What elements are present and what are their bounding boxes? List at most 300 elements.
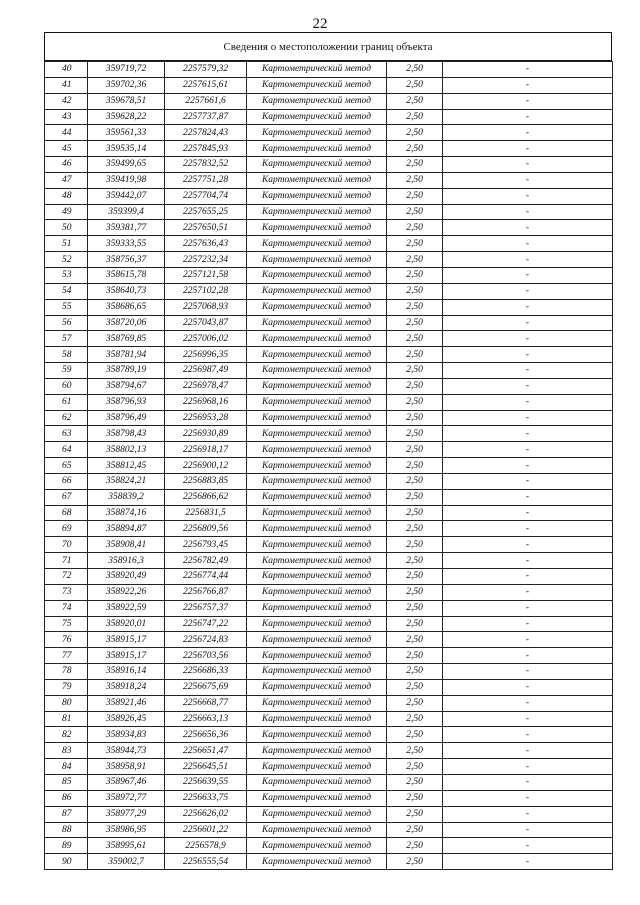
point-number-cell: 60 xyxy=(45,378,88,394)
x-coordinate-cell: 358874,16 xyxy=(88,505,165,521)
point-number-cell: 64 xyxy=(45,442,88,458)
accuracy-cell: 2,50 xyxy=(387,743,443,759)
accuracy-cell: 2,50 xyxy=(387,505,443,521)
table-row xyxy=(45,854,613,870)
table-row xyxy=(45,299,613,315)
description-cell: - xyxy=(443,442,613,458)
y-coordinate-cell: 2256766,87 xyxy=(165,584,247,600)
point-number-cell: 83 xyxy=(45,743,88,759)
method-cell: Картометрический метод xyxy=(247,172,387,188)
point-number-cell: 55 xyxy=(45,299,88,315)
y-coordinate-cell: 2256774,44 xyxy=(165,569,247,585)
point-number-cell: 78 xyxy=(45,664,88,680)
accuracy-cell: 2,50 xyxy=(387,537,443,553)
point-number-cell: 73 xyxy=(45,584,88,600)
table-row xyxy=(45,505,613,521)
method-cell: Картометрический метод xyxy=(247,759,387,775)
x-coordinate-cell: 358802,13 xyxy=(88,442,165,458)
table-row xyxy=(45,695,613,711)
x-coordinate-cell: 358986,95 xyxy=(88,822,165,838)
method-cell: Картометрический метод xyxy=(247,695,387,711)
point-number-cell: 72 xyxy=(45,569,88,585)
description-cell: - xyxy=(443,664,613,680)
point-number-cell: 68 xyxy=(45,505,88,521)
table-row xyxy=(45,204,613,220)
y-coordinate-cell: 2257636,43 xyxy=(165,236,247,252)
table-row xyxy=(45,584,613,600)
accuracy-cell: 2,50 xyxy=(387,378,443,394)
accuracy-cell: 2,50 xyxy=(387,283,443,299)
description-cell: - xyxy=(443,648,613,664)
method-cell: Картометрический метод xyxy=(247,727,387,743)
description-cell: - xyxy=(443,838,613,854)
accuracy-cell: 2,50 xyxy=(387,790,443,806)
description-cell: - xyxy=(443,616,613,632)
x-coordinate-cell: 358916,14 xyxy=(88,664,165,680)
y-coordinate-cell: 2256645,51 xyxy=(165,759,247,775)
point-number-cell: 71 xyxy=(45,553,88,569)
x-coordinate-cell: 358915,17 xyxy=(88,632,165,648)
x-coordinate-cell: 358756,37 xyxy=(88,252,165,268)
point-number-cell: 80 xyxy=(45,695,88,711)
y-coordinate-cell: 2256930,89 xyxy=(165,426,247,442)
y-coordinate-cell: 2256809,56 xyxy=(165,521,247,537)
section-title: Сведения о местоположении границ объекта xyxy=(44,32,612,61)
method-cell: Картометрический метод xyxy=(247,838,387,854)
method-cell: Картометрический метод xyxy=(247,458,387,474)
table-row xyxy=(45,394,613,410)
description-cell: - xyxy=(443,822,613,838)
accuracy-cell: 2,50 xyxy=(387,632,443,648)
method-cell: Картометрический метод xyxy=(247,236,387,252)
y-coordinate-cell: 2256782,49 xyxy=(165,553,247,569)
accuracy-cell: 2,50 xyxy=(387,77,443,93)
method-cell: Картометрический метод xyxy=(247,125,387,141)
point-number-cell: 85 xyxy=(45,774,88,790)
x-coordinate-cell: 358908,41 xyxy=(88,537,165,553)
y-coordinate-cell: 2257232,34 xyxy=(165,252,247,268)
y-coordinate-cell: 2257655,25 xyxy=(165,204,247,220)
table-row xyxy=(45,553,613,569)
x-coordinate-cell: 359002,7 xyxy=(88,854,165,870)
method-cell: Картометрический метод xyxy=(247,157,387,173)
accuracy-cell: 2,50 xyxy=(387,648,443,664)
y-coordinate-cell: 2256724,83 xyxy=(165,632,247,648)
table-row xyxy=(45,711,613,727)
x-coordinate-cell: 359628,22 xyxy=(88,109,165,125)
description-cell: - xyxy=(443,632,613,648)
point-number-cell: 88 xyxy=(45,822,88,838)
table-row xyxy=(45,648,613,664)
point-number-cell: 75 xyxy=(45,616,88,632)
y-coordinate-cell: 2256968,16 xyxy=(165,394,247,410)
accuracy-cell: 2,50 xyxy=(387,172,443,188)
description-cell: - xyxy=(443,109,613,125)
method-cell: Картометрический метод xyxy=(247,537,387,553)
y-coordinate-cell: 2256668,77 xyxy=(165,695,247,711)
x-coordinate-cell: 359499,65 xyxy=(88,157,165,173)
table-row xyxy=(45,458,613,474)
y-coordinate-cell: 2257845,93 xyxy=(165,141,247,157)
description-cell: - xyxy=(443,695,613,711)
point-number-cell: 77 xyxy=(45,648,88,664)
table-row xyxy=(45,442,613,458)
x-coordinate-cell: 358918,24 xyxy=(88,679,165,695)
table-row xyxy=(45,331,613,347)
x-coordinate-cell: 358967,46 xyxy=(88,774,165,790)
table-row xyxy=(45,759,613,775)
point-number-cell: 74 xyxy=(45,600,88,616)
table-row xyxy=(45,600,613,616)
table-row xyxy=(45,664,613,680)
description-cell: - xyxy=(443,299,613,315)
y-coordinate-cell: 2257751,28 xyxy=(165,172,247,188)
x-coordinate-cell: 358789,19 xyxy=(88,363,165,379)
description-cell: - xyxy=(443,489,613,505)
point-number-cell: 84 xyxy=(45,759,88,775)
x-coordinate-cell: 358926,45 xyxy=(88,711,165,727)
y-coordinate-cell: 2257661,6 xyxy=(165,93,247,109)
point-number-cell: 59 xyxy=(45,363,88,379)
method-cell: Картометрический метод xyxy=(247,505,387,521)
y-coordinate-cell: 2256866,62 xyxy=(165,489,247,505)
table-row xyxy=(45,363,613,379)
accuracy-cell: 2,50 xyxy=(387,267,443,283)
table-row xyxy=(45,743,613,759)
description-cell: - xyxy=(443,410,613,426)
y-coordinate-cell: 2257102,28 xyxy=(165,283,247,299)
method-cell: Картометрический метод xyxy=(247,489,387,505)
method-cell: Картометрический метод xyxy=(247,188,387,204)
description-cell: - xyxy=(443,141,613,157)
point-number-cell: 61 xyxy=(45,394,88,410)
description-cell: - xyxy=(443,537,613,553)
accuracy-cell: 2,50 xyxy=(387,204,443,220)
description-cell: - xyxy=(443,125,613,141)
method-cell: Картометрический метод xyxy=(247,521,387,537)
table-row xyxy=(45,378,613,394)
accuracy-cell: 2,50 xyxy=(387,679,443,695)
point-number-cell: 81 xyxy=(45,711,88,727)
method-cell: Картометрический метод xyxy=(247,347,387,363)
method-cell: Картометрический метод xyxy=(247,822,387,838)
description-cell: - xyxy=(443,727,613,743)
table-row xyxy=(45,267,613,283)
accuracy-cell: 2,50 xyxy=(387,458,443,474)
method-cell: Картометрический метод xyxy=(247,774,387,790)
method-cell: Картометрический метод xyxy=(247,600,387,616)
method-cell: Картометрический метод xyxy=(247,711,387,727)
method-cell: Картометрический метод xyxy=(247,616,387,632)
description-cell: - xyxy=(443,679,613,695)
method-cell: Картометрический метод xyxy=(247,378,387,394)
description-cell: - xyxy=(443,347,613,363)
x-coordinate-cell: 358920,01 xyxy=(88,616,165,632)
point-number-cell: 82 xyxy=(45,727,88,743)
table-row xyxy=(45,806,613,822)
accuracy-cell: 2,50 xyxy=(387,331,443,347)
x-coordinate-cell: 358796,93 xyxy=(88,394,165,410)
accuracy-cell: 2,50 xyxy=(387,584,443,600)
method-cell: Картометрический метод xyxy=(247,569,387,585)
point-number-cell: 41 xyxy=(45,77,88,93)
description-cell: - xyxy=(443,172,613,188)
description-cell: - xyxy=(443,283,613,299)
point-number-cell: 43 xyxy=(45,109,88,125)
accuracy-cell: 2,50 xyxy=(387,125,443,141)
x-coordinate-cell: 358977,29 xyxy=(88,806,165,822)
point-number-cell: 79 xyxy=(45,679,88,695)
y-coordinate-cell: 2257068,93 xyxy=(165,299,247,315)
y-coordinate-cell: 2257579,32 xyxy=(165,62,247,78)
method-cell: Картометрический метод xyxy=(247,204,387,220)
table-row xyxy=(45,109,613,125)
point-number-cell: 70 xyxy=(45,537,88,553)
y-coordinate-cell: 2256639,55 xyxy=(165,774,247,790)
method-cell: Картометрический метод xyxy=(247,315,387,331)
point-number-cell: 47 xyxy=(45,172,88,188)
y-coordinate-cell: 2257615,61 xyxy=(165,77,247,93)
description-cell: - xyxy=(443,252,613,268)
table-row xyxy=(45,521,613,537)
point-number-cell: 57 xyxy=(45,331,88,347)
description-cell: - xyxy=(443,759,613,775)
point-number-cell: 89 xyxy=(45,838,88,854)
x-coordinate-cell: 359535,14 xyxy=(88,141,165,157)
x-coordinate-cell: 358720,06 xyxy=(88,315,165,331)
method-cell: Картометрический метод xyxy=(247,442,387,458)
x-coordinate-cell: 358972,77 xyxy=(88,790,165,806)
point-number-cell: 62 xyxy=(45,410,88,426)
y-coordinate-cell: 2256601,22 xyxy=(165,822,247,838)
method-cell: Картометрический метод xyxy=(247,743,387,759)
x-coordinate-cell: 358781,94 xyxy=(88,347,165,363)
method-cell: Картометрический метод xyxy=(247,648,387,664)
method-cell: Картометрический метод xyxy=(247,806,387,822)
x-coordinate-cell: 358794,67 xyxy=(88,378,165,394)
table-row xyxy=(45,489,613,505)
y-coordinate-cell: 2256626,02 xyxy=(165,806,247,822)
y-coordinate-cell: 2256883,85 xyxy=(165,473,247,489)
description-cell: - xyxy=(443,331,613,347)
y-coordinate-cell: 2256663,13 xyxy=(165,711,247,727)
accuracy-cell: 2,50 xyxy=(387,695,443,711)
method-cell: Картометрический метод xyxy=(247,109,387,125)
accuracy-cell: 2,50 xyxy=(387,363,443,379)
method-cell: Картометрический метод xyxy=(247,252,387,268)
y-coordinate-cell: 2256987,49 xyxy=(165,363,247,379)
method-cell: Картометрический метод xyxy=(247,854,387,870)
method-cell: Картометрический метод xyxy=(247,790,387,806)
x-coordinate-cell: 359419,98 xyxy=(88,172,165,188)
point-number-cell: 69 xyxy=(45,521,88,537)
description-cell: - xyxy=(443,569,613,585)
point-number-cell: 44 xyxy=(45,125,88,141)
x-coordinate-cell: 358839,2 xyxy=(88,489,165,505)
method-cell: Картометрический метод xyxy=(247,632,387,648)
table-row xyxy=(45,252,613,268)
accuracy-cell: 2,50 xyxy=(387,347,443,363)
table-row xyxy=(45,838,613,854)
point-number-cell: 54 xyxy=(45,283,88,299)
accuracy-cell: 2,50 xyxy=(387,410,443,426)
y-coordinate-cell: 2256918,17 xyxy=(165,442,247,458)
y-coordinate-cell: 2256651,47 xyxy=(165,743,247,759)
table-row xyxy=(45,62,613,78)
table-row xyxy=(45,347,613,363)
y-coordinate-cell: 2257043,87 xyxy=(165,315,247,331)
table-row xyxy=(45,125,613,141)
x-coordinate-cell: 358798,43 xyxy=(88,426,165,442)
x-coordinate-cell: 359678,51 xyxy=(88,93,165,109)
method-cell: Картометрический метод xyxy=(247,267,387,283)
point-number-cell: 90 xyxy=(45,854,88,870)
x-coordinate-cell: 358922,59 xyxy=(88,600,165,616)
x-coordinate-cell: 358944,73 xyxy=(88,743,165,759)
method-cell: Картометрический метод xyxy=(247,394,387,410)
method-cell: Картометрический метод xyxy=(247,220,387,236)
x-coordinate-cell: 358615,78 xyxy=(88,267,165,283)
accuracy-cell: 2,50 xyxy=(387,299,443,315)
method-cell: Картометрический метод xyxy=(247,62,387,78)
accuracy-cell: 2,50 xyxy=(387,838,443,854)
description-cell: - xyxy=(443,806,613,822)
accuracy-cell: 2,50 xyxy=(387,664,443,680)
accuracy-cell: 2,50 xyxy=(387,236,443,252)
y-coordinate-cell: 2257737,87 xyxy=(165,109,247,125)
x-coordinate-cell: 358812,45 xyxy=(88,458,165,474)
table-row xyxy=(45,157,613,173)
x-coordinate-cell: 358921,46 xyxy=(88,695,165,711)
accuracy-cell: 2,50 xyxy=(387,442,443,458)
method-cell: Картометрический метод xyxy=(247,426,387,442)
point-number-cell: 65 xyxy=(45,458,88,474)
method-cell: Картометрический метод xyxy=(247,141,387,157)
point-number-cell: 51 xyxy=(45,236,88,252)
accuracy-cell: 2,50 xyxy=(387,806,443,822)
description-cell: - xyxy=(443,62,613,78)
point-number-cell: 66 xyxy=(45,473,88,489)
description-cell: - xyxy=(443,458,613,474)
description-cell: - xyxy=(443,600,613,616)
description-cell: - xyxy=(443,315,613,331)
y-coordinate-cell: 2257121,58 xyxy=(165,267,247,283)
description-cell: - xyxy=(443,394,613,410)
y-coordinate-cell: 2257832,52 xyxy=(165,157,247,173)
table-row xyxy=(45,790,613,806)
table-row xyxy=(45,569,613,585)
accuracy-cell: 2,50 xyxy=(387,521,443,537)
y-coordinate-cell: 2257006,02 xyxy=(165,331,247,347)
y-coordinate-cell: 2256578,9 xyxy=(165,838,247,854)
description-cell: - xyxy=(443,204,613,220)
description-cell: - xyxy=(443,743,613,759)
table-row xyxy=(45,410,613,426)
y-coordinate-cell: 2257704,74 xyxy=(165,188,247,204)
x-coordinate-cell: 358920,49 xyxy=(88,569,165,585)
description-cell: - xyxy=(443,505,613,521)
table-row xyxy=(45,537,613,553)
x-coordinate-cell: 359561,33 xyxy=(88,125,165,141)
point-number-cell: 49 xyxy=(45,204,88,220)
accuracy-cell: 2,50 xyxy=(387,711,443,727)
x-coordinate-cell: 358796,49 xyxy=(88,410,165,426)
accuracy-cell: 2,50 xyxy=(387,600,443,616)
page-number: 22 xyxy=(312,16,328,32)
table-row xyxy=(45,93,613,109)
accuracy-cell: 2,50 xyxy=(387,188,443,204)
table-row xyxy=(45,141,613,157)
accuracy-cell: 2,50 xyxy=(387,426,443,442)
method-cell: Картометрический метод xyxy=(247,93,387,109)
method-cell: Картометрический метод xyxy=(247,584,387,600)
accuracy-cell: 2,50 xyxy=(387,141,443,157)
table-row xyxy=(45,172,613,188)
description-cell: - xyxy=(443,77,613,93)
description-cell: - xyxy=(443,188,613,204)
point-number-cell: 58 xyxy=(45,347,88,363)
y-coordinate-cell: 2256953,28 xyxy=(165,410,247,426)
description-cell: - xyxy=(443,711,613,727)
x-coordinate-cell: 358934,83 xyxy=(88,727,165,743)
y-coordinate-cell: 2257824,43 xyxy=(165,125,247,141)
description-cell: - xyxy=(443,236,613,252)
method-cell: Картометрический метод xyxy=(247,410,387,426)
table-row xyxy=(45,426,613,442)
description-cell: - xyxy=(443,363,613,379)
table-row xyxy=(45,727,613,743)
table-row xyxy=(45,679,613,695)
table-row xyxy=(45,188,613,204)
table-row xyxy=(45,283,613,299)
method-cell: Картометрический метод xyxy=(247,299,387,315)
point-number-cell: 52 xyxy=(45,252,88,268)
table-row xyxy=(45,236,613,252)
method-cell: Картометрический метод xyxy=(247,363,387,379)
x-coordinate-cell: 358995,61 xyxy=(88,838,165,854)
accuracy-cell: 2,50 xyxy=(387,822,443,838)
description-cell: - xyxy=(443,93,613,109)
point-number-cell: 50 xyxy=(45,220,88,236)
point-number-cell: 40 xyxy=(45,62,88,78)
point-number-cell: 67 xyxy=(45,489,88,505)
x-coordinate-cell: 358686,65 xyxy=(88,299,165,315)
y-coordinate-cell: 2256633,75 xyxy=(165,790,247,806)
x-coordinate-cell: 358916,3 xyxy=(88,553,165,569)
point-number-cell: 46 xyxy=(45,157,88,173)
point-number-cell: 56 xyxy=(45,315,88,331)
table-row xyxy=(45,616,613,632)
y-coordinate-cell: 2257650,51 xyxy=(165,220,247,236)
y-coordinate-cell: 2256555,54 xyxy=(165,854,247,870)
description-cell: - xyxy=(443,553,613,569)
point-number-cell: 45 xyxy=(45,141,88,157)
description-cell: - xyxy=(443,584,613,600)
y-coordinate-cell: 2256686,33 xyxy=(165,664,247,680)
x-coordinate-cell: 358922,26 xyxy=(88,584,165,600)
method-cell: Картометрический метод xyxy=(247,679,387,695)
description-cell: - xyxy=(443,521,613,537)
table-row xyxy=(45,822,613,838)
x-coordinate-cell: 359702,36 xyxy=(88,77,165,93)
description-cell: - xyxy=(443,267,613,283)
accuracy-cell: 2,50 xyxy=(387,109,443,125)
x-coordinate-cell: 359399,4 xyxy=(88,204,165,220)
description-cell: - xyxy=(443,426,613,442)
x-coordinate-cell: 358824,21 xyxy=(88,473,165,489)
table-row xyxy=(45,473,613,489)
point-number-cell: 86 xyxy=(45,790,88,806)
